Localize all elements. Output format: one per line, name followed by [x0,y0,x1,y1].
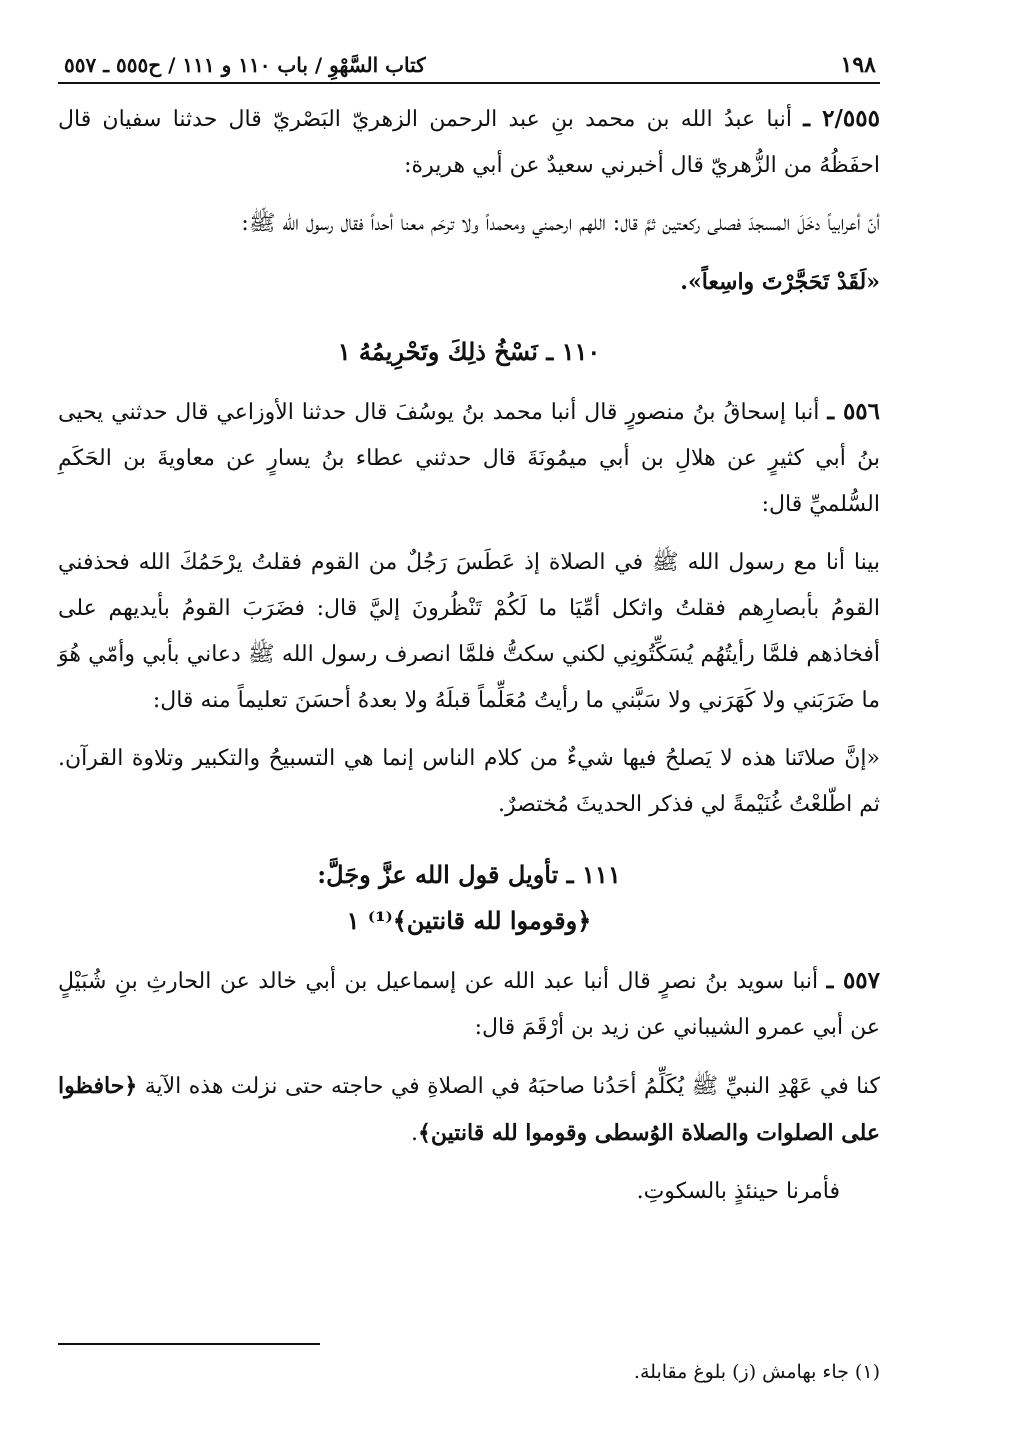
hadith-557-text: كنا في عَهْدِ النبيِّ ﷺ يُكَلِّمُ أحَدُنا صاحبَهُ في الصلاةِ في حاجته حتى نزلت هذه الآية [144,1074,880,1099]
hadith-557-isnad [58,958,880,1051]
hadith-557-conclusion: فأمرنا حينئذٍ بالسكوتِ. [636,1179,840,1204]
hadith-555-number: ٢/٥٥٥ ـ [803,105,880,132]
hadith-555-matn: أنّ أعرابياً دخَلَ المسجدَ فصلى ركعتين ثمَّ قال: اللهم ارحمني ومحمداً ولا ترحَم معنا أحداً فقال رسول الله ﷺ: [241,211,880,236]
page-number: ١٩٨ [840,52,876,78]
hadith-556-number: ٥٥٦ ـ [827,398,881,425]
footnote: (١) جاء بهامش (ز) بلوغ مقابلة. [633,1361,880,1383]
running-title: كتاب السَّهْوِ / باب ١١٠ و ١١١ / ح٥٥٥ ـ ٥٥٧ [64,53,426,77]
hadith-555-chain: أنبا عبدُ الله بن محمد بنِ عبد الرحمن الزهريّ البَصْريّ قال حدثنا سفيان قال احفَظُهُ من الزُّهريّ قال أخبرني سعيدٌ عن أبي هريرة: [58,107,880,178]
hadith-557-chain: أنبا سويد بنُ نصرٍ قال أنبا عبد الله عن إسماعيل بن أبي خالد عن الحارثِ بنِ شُبَيْلٍ عن أبي عمرو الشيباني عن زيد بن أرْقَمَ قال: [58,969,880,1040]
hadith-555-isnad [58,96,880,189]
hadith-556-isnad [58,389,880,528]
page-content [58,96,880,1215]
page-header [58,48,880,84]
hadith-557-number: ٥٥٧ ـ [826,967,880,994]
chapter-111-ayah-heading: ﴿وقوموا لله قانتين﴾⁽¹⁾ ١ [346,906,592,935]
hadith-556-quote: «إنَّ صلاتَنا هذه لا يَصلحُ فيها شيءٌ من كلام الناس إنما هي التسبيحُ والتكبير وتلاوة القرآن. ثم اطّلعْتُ غُنَيْمةً لي فذكر الحديثَ مُختصرٌ. [58,746,880,817]
chapter-111-heading: ١١١ ـ تأويل قول الله عزَّ وجَلَّ: [317,860,621,889]
footnote-divider [58,1343,320,1345]
hadith-556-chain: أنبا إسحاقُ بنُ منصورٍ قال أنبا محمد بنُ يوسُفَ قال حدثنا الأوزاعي قال حدثني يحيى بنُ أبي كثيرٍ عن هلالِ بن أبي ميمُونَةَ قال حدثني عطاء بنُ يسارٍ عن معاويةَ بن الحَكَمِ السُّلميِّ قال: [58,400,880,517]
hadith-557-matn [58,1063,880,1157]
hadith-557-ayah: ﴿حافظوا على الصلوات والصلاة الوُسطى وقوموا لله قانتين﴾ [58,1073,880,1146]
hadith-556-matn: بينا أنا مع رسول الله ﷺ في الصلاة إذ عَطَسَ رَجُلٌ من القوم فقلتُ يرْحَمُكَ الله فحذفني القومُ بأبصارِهم فقلتُ واثكل أمِّيَا ما لَكُمْ تَنْظُرونَ إليَّ قال: فضَرَبَ القومُ بأيديهم على أفخاذهم فلمَّا رأيتُهُم يُسَكِّتُونِي لكني سكتُّ فلمَّا انصرف رسول الله ﷺ دعاني بأبي وأمّي هُوَ ما ضَرَبَني ولا كَهَرَني ولا سَبَّني ما رأيتُ مُعَلِّماً قبلَهُ ولا بعدهُ أحسَنَ تعليماً منه قال: [58,550,880,713]
chapter-110-heading: ١١٠ ـ نَسْخُ ذلِكَ وتَحْرِيمُهُ ١ [337,337,601,366]
hadith-557-end-mark: . [410,1121,418,1146]
hadith-555-quote: «لَقَدْ تَحَجَّرْتَ واسِعاً». [680,269,880,295]
document-page [58,48,880,1418]
